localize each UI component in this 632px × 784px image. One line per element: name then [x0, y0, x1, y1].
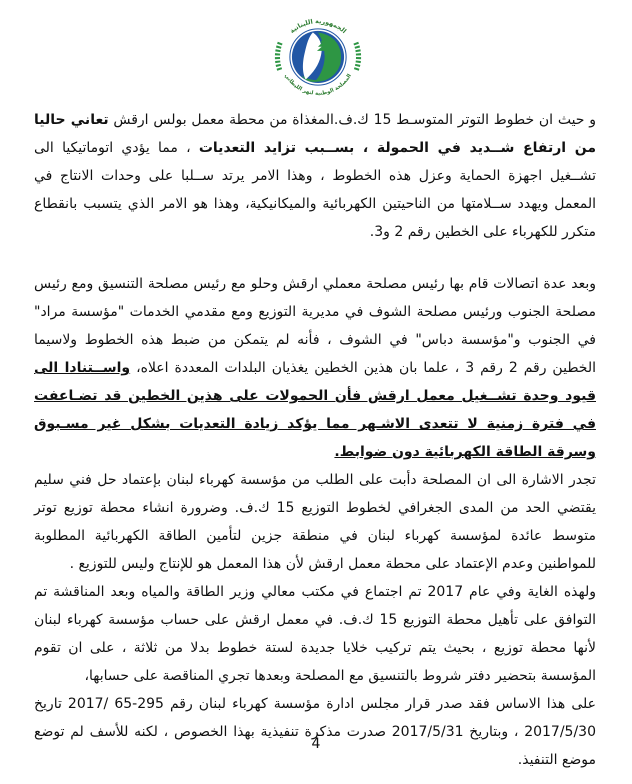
- authority-logo-emblem: [266, 12, 370, 104]
- page-number: 4: [311, 736, 321, 752]
- laurel-right: [356, 43, 359, 72]
- laurel-left: [277, 43, 280, 72]
- paragraph-2-text: وبعد عدة اتصالات قام بها رئيس مصلحة معملي ارقش وحلو مع رئيس مصلحة التنسيق ومع رئيس مصلحة الجنوب ورئيس مصلحة الشوف في مديرية التوزيع ومع مقدمي الخدمات "مؤسسة مراد" في الجنوب و"مؤسسة دباس" في الشوف ، فأنه لم يتمكن من ضبط هذه الخطوط ولاسيما الخطين رقم 2 رقم 3 ، علما بان هذين الخطين يغذيان البلدات المعددة اعلاه،: [34, 276, 596, 376]
- logo-bottom-arc-text: المصلحة الوطنية لنهر الليطاني: [283, 73, 353, 97]
- document-text: [34, 106, 596, 774]
- paragraph-4: ولهذه الغاية وفي عام 2017 تم اجتماع في مكتب معالي وزير الطاقة والمياه وبعد المناقشة تم التوافق على تأهيل محطة التوزيع 15 ك.ف. في معمل ارقش على حساب مؤسسة كهرباء لبنان لأنها محطة توزيع ، بحيث يتم تركيب خلايا جديدة لستة خطوط بدلا من ثلاثة ، على ان تقوم المؤسسة بتحضير دفتر شروط بالتنسيق مع المصلحة وبعدها تجري المناقصة على حسابها،: [34, 584, 597, 684]
- logo-top-arc-text: الجمهورية اللبنانية: [288, 18, 348, 36]
- paragraph-1-text: و حيث ان خطوط التوتر المتوسـط 15 ك.ف.المغذاة من محطة معمل بولس ارقش: [108, 112, 596, 128]
- authority-logo: [266, 12, 370, 104]
- paragraph-1-bold-text: تعاني حاليا من ارتفاع شــديد في الحمولة ، بســبب تزايد التعديات: [34, 112, 596, 156]
- paragraph-1-text-cont: ، مما يؤدي اتوماتيكيا الى تشــغيل اجهزة الحماية وعزل هذه الخطوط ، وهذا الامر يرتد ســلبا على وحدات الانتاج في المعمل ويهدد ســلامتها من الناحيتين الكهربائية والميكانيكية، وهذا هو الامر الذي يتسبب بانقطاع متكرر للكهرباء على الخطين رقم 2 و3.: [34, 140, 596, 240]
- paragraph-5: على هذا الاساس فقد صدر قرار مجلس ادارة مؤسسة كهرباء لبنان رقم 295-65 /2017 تاريخ 2017/5/30 ، وبتاريخ 2017/5/31 صدرت مذكرة تنفيذية بهذا الخصوص ، لكنه للأسف لم توضع موضع التنفيذ.: [34, 696, 597, 768]
- paragraph-3: تجدر الاشارة الى ان المصلحة دأبت على الطلب من مؤسسة كهرباء لبنان بإعتماد حل فني سليم يقتضي الحد من المدى الجغرافي لخطوط التوزيع 15 ك.ف. وضرورة انشاء محطة توزيع توتر متوسط عائدة لمؤسسة كهرباء لبنان في منطقة جزين لتأمين الطاقة الكهربائية المطلوبة للمواطنين وعدم الإعتماد على محطة معمل ارقش لأن هذا المعمل هو للإنتاج وليس للتوزيع .: [34, 472, 596, 572]
- paragraph-2: [34, 270, 596, 466]
- paragraph-1: [34, 106, 596, 246]
- paragraph-2-bold-underlined-text: واســتنادا الى قيود وحدة تشــغيل معمل ارقش فأن الحمولات على هذين الخطين قد تضـاعفت في فترة زمنية لا تتعدى الاشـهر مما يؤكد زيادة التعديات بشكل غير مسـبوق وسرقة الطاقة الكهربائية دون ضوابط.: [34, 360, 596, 460]
